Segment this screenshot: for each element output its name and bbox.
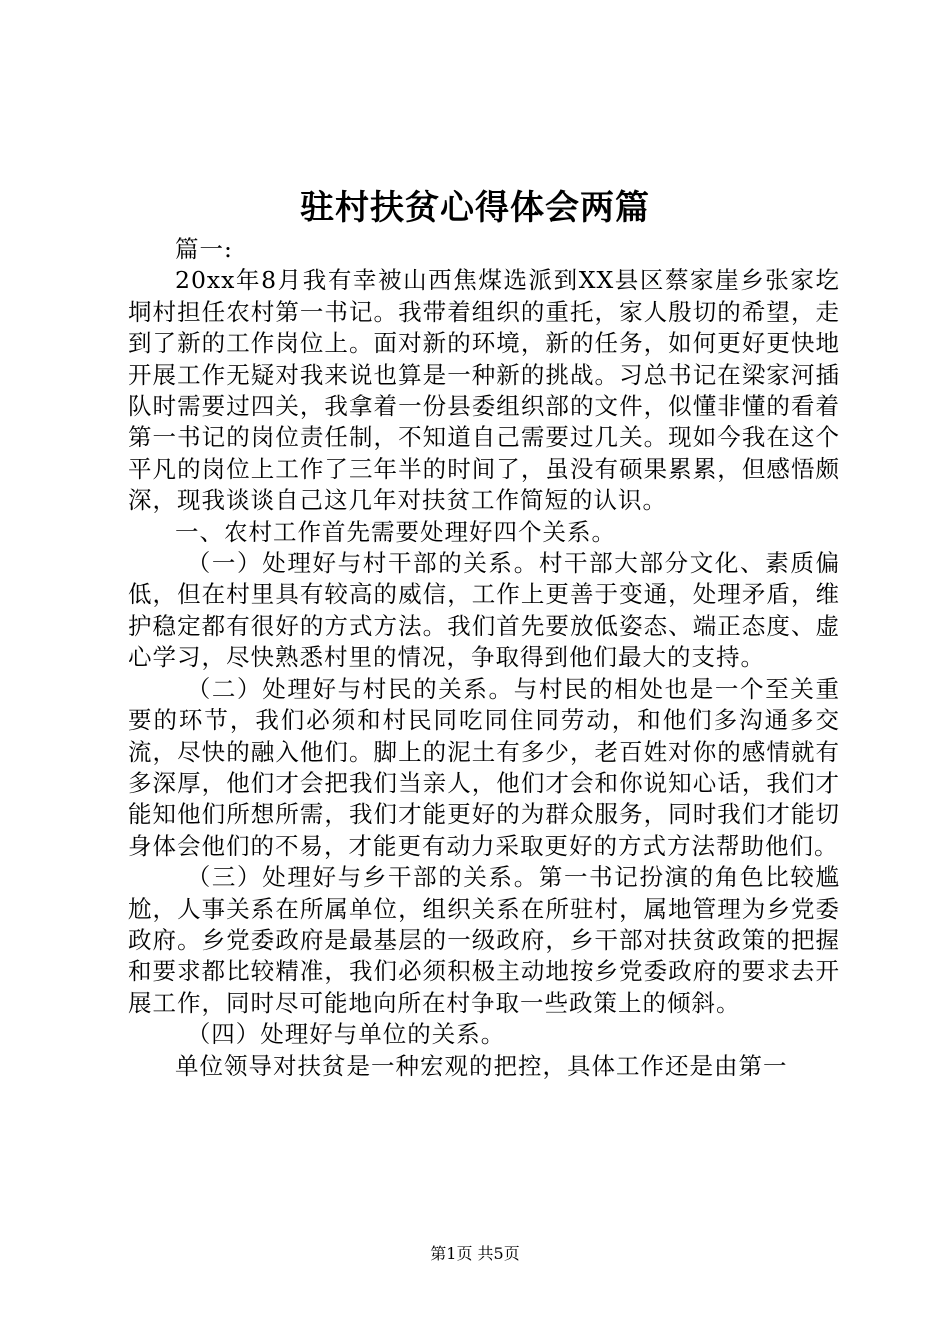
section-heading-four-relations: 一、农村工作首先需要处理好四个关系。 — [175, 517, 616, 546]
paragraph-village-cadres: （一）处理好与村干部的关系。村干部大部分文化、素质偏低，但在村里具有较高的威信，工作上更善于变通，处理矛盾，维护稳定都有很好的方式方法。我们首先要放低姿态、端正态度、虚心学习，尽快熟悉村里的情况，争取得到他们最大的支持。 — [128, 549, 840, 672]
paragraph-villagers: （二）处理好与村民的关系。与村民的相处也是一个至关重要的环节，我们必须和村民同吃同住同劳动，和他们多沟通多交流，尽快的融入他们。脚上的泥土有多少，老百姓对你的感情就有多深厚，他们才会把我们当亲人，他们才会和你说知心话，我们才能知他们所想所需，我们才能更好的为群众服务，同时我们才能切身体会他们的不易，才能更有动力采取更好的方式方法帮助他们。 — [128, 674, 840, 860]
paragraph-unit-heading: （四）处理好与单位的关系。 — [186, 1020, 506, 1049]
paragraph-intro: 20xx年8月我有幸被山西焦煤选派到XX县区蔡家崖乡张家圪垌村担任农村第一书记。我带着组织的重托，家人殷切的希望，走到了新的工作岗位上。面对新的环境，新的任务，如何更好更快地开展工作无疑对我来说也算是一种新的挑战。习总书记在梁家河插队时需要过四关，我拿着一份县委组织部的文件，似懂非懂的看着第一书记的岗位责任制，不知道自己需要过几关。现如今我在这个平凡的岗位上工作了三年半的时间了，虽没有硕果累累，但感悟颇深，现我谈谈自己这几年对扶贫工作简短的认识。 — [128, 266, 840, 515]
paragraph-unit-leaders: 单位领导对扶贫是一种宏观的把控，具体工作还是由第一 — [175, 1051, 788, 1080]
section-heading-part-one: 篇一: — [175, 235, 233, 263]
page-number-footer: 第1页 共5页 — [430, 1244, 520, 1263]
document-title: 驻村扶贫心得体会两篇 — [300, 188, 650, 228]
paragraph-township-cadres: （三）处理好与乡干部的关系。第一书记扮演的角色比较尴尬，人事关系在所属单位，组织关系在所驻村，属地管理为乡党委政府。乡党委政府是最基层的一级政府，乡干部对扶贫政策的把握和要求都比较精准，我们必须积极主动地按乡党委政府的要求去开展工作，同时尽可能地向所在村争取一些政策上的倾斜。 — [128, 863, 840, 1017]
document-body — [128, 234, 840, 1082]
